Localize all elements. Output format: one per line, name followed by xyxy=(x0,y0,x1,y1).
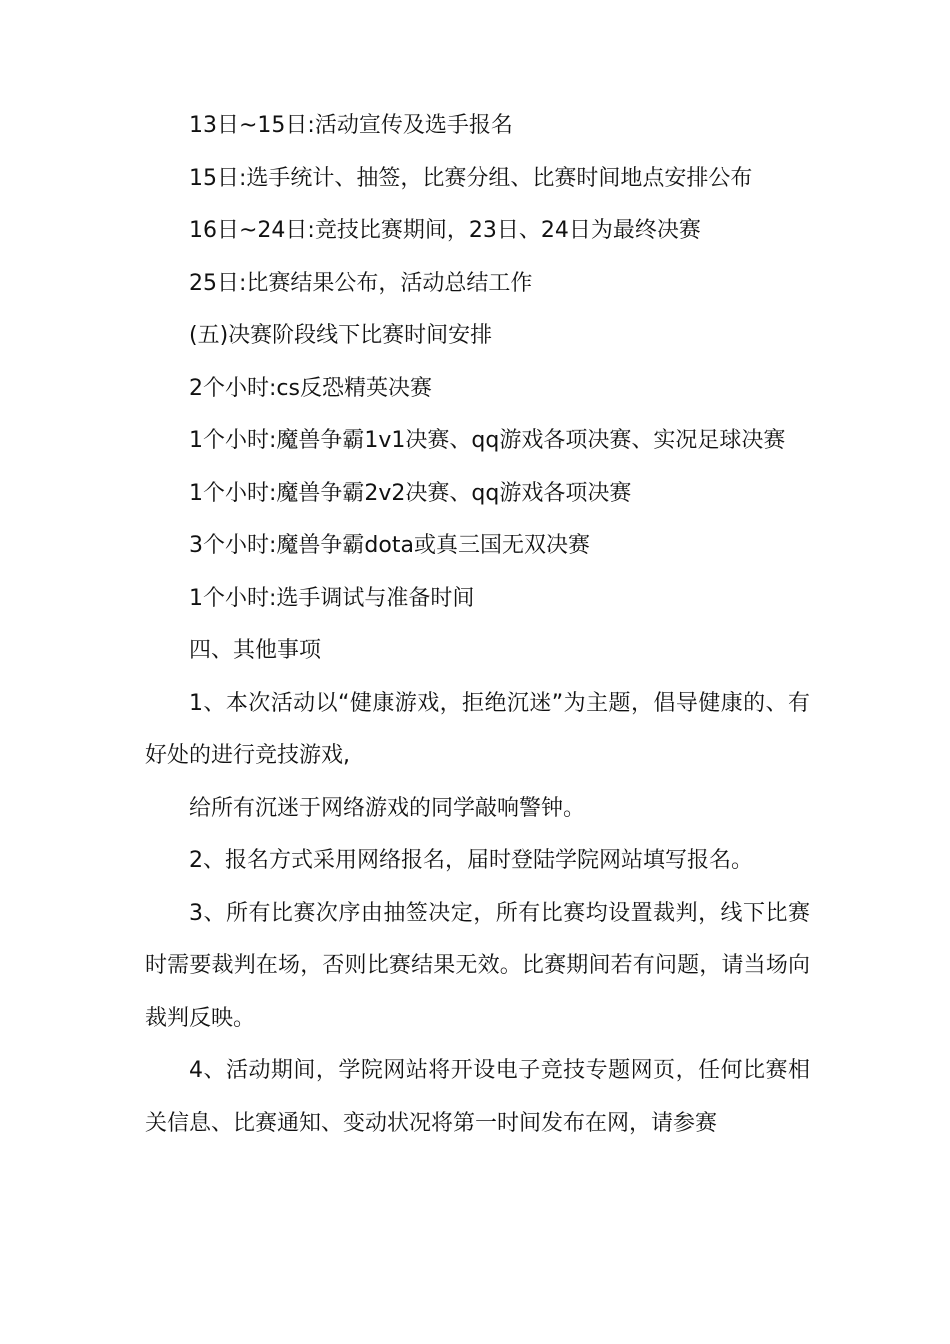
other-item-1-continued: 给所有沉迷于网络游戏的同学敲响警钟。 xyxy=(189,795,586,821)
finals-prep-time: 1个小时:选手调试与准备时间 xyxy=(189,585,475,611)
section-heading-other-matters: 四、其他事项 xyxy=(189,638,322,663)
section-heading-finals-schedule: (五)决赛阶段线下比赛时间安排 xyxy=(189,323,493,348)
other-item-2: 2、报名方式采用网络报名，届时登陆学院网站填写报名。 xyxy=(189,848,753,873)
finals-dota: 3个小时:魔兽争霸dota或真三国无双决赛 xyxy=(189,533,590,558)
finals-cs: 2个小时:cs反恐精英决赛 xyxy=(189,375,432,401)
finals-warcraft-2v2: 1个小时:魔兽争霸2v2决赛、qq游戏各项决赛 xyxy=(189,480,632,506)
other-item-1: 1、本次活动以“健康游戏，拒绝沉迷”为主题，倡导健康的、有好处的进行竞技游戏, xyxy=(145,690,810,768)
schedule-results: 25日:比赛结果公布，活动总结工作 xyxy=(189,270,533,296)
document-body xyxy=(145,100,810,1150)
other-item-3: 3、所有比赛次序由抽签决定，所有比赛均设置裁判，线下比赛时需要裁判在场，否则比赛结果无效。比赛期间若有问题，请当场向裁判反映。 xyxy=(145,900,810,1031)
schedule-registration: 13日~15日:活动宣传及选手报名 xyxy=(189,113,513,138)
finals-warcraft-1v1: 1个小时:魔兽争霸1v1决赛、qq游戏各项决赛、实况足球决赛 xyxy=(189,428,786,453)
other-item-4: 4、活动期间，学院网站将开设电子竞技专题网页，任何比赛相关信息、比赛通知、变动状况将第一时间发布在网，请参赛 xyxy=(145,1058,810,1136)
schedule-competition: 16日~24日:竞技比赛期间，23日、24日为最终决赛 xyxy=(189,218,701,243)
schedule-draw: 15日:选手统计、抽签，比赛分组、比赛时间地点安排公布 xyxy=(189,165,753,191)
